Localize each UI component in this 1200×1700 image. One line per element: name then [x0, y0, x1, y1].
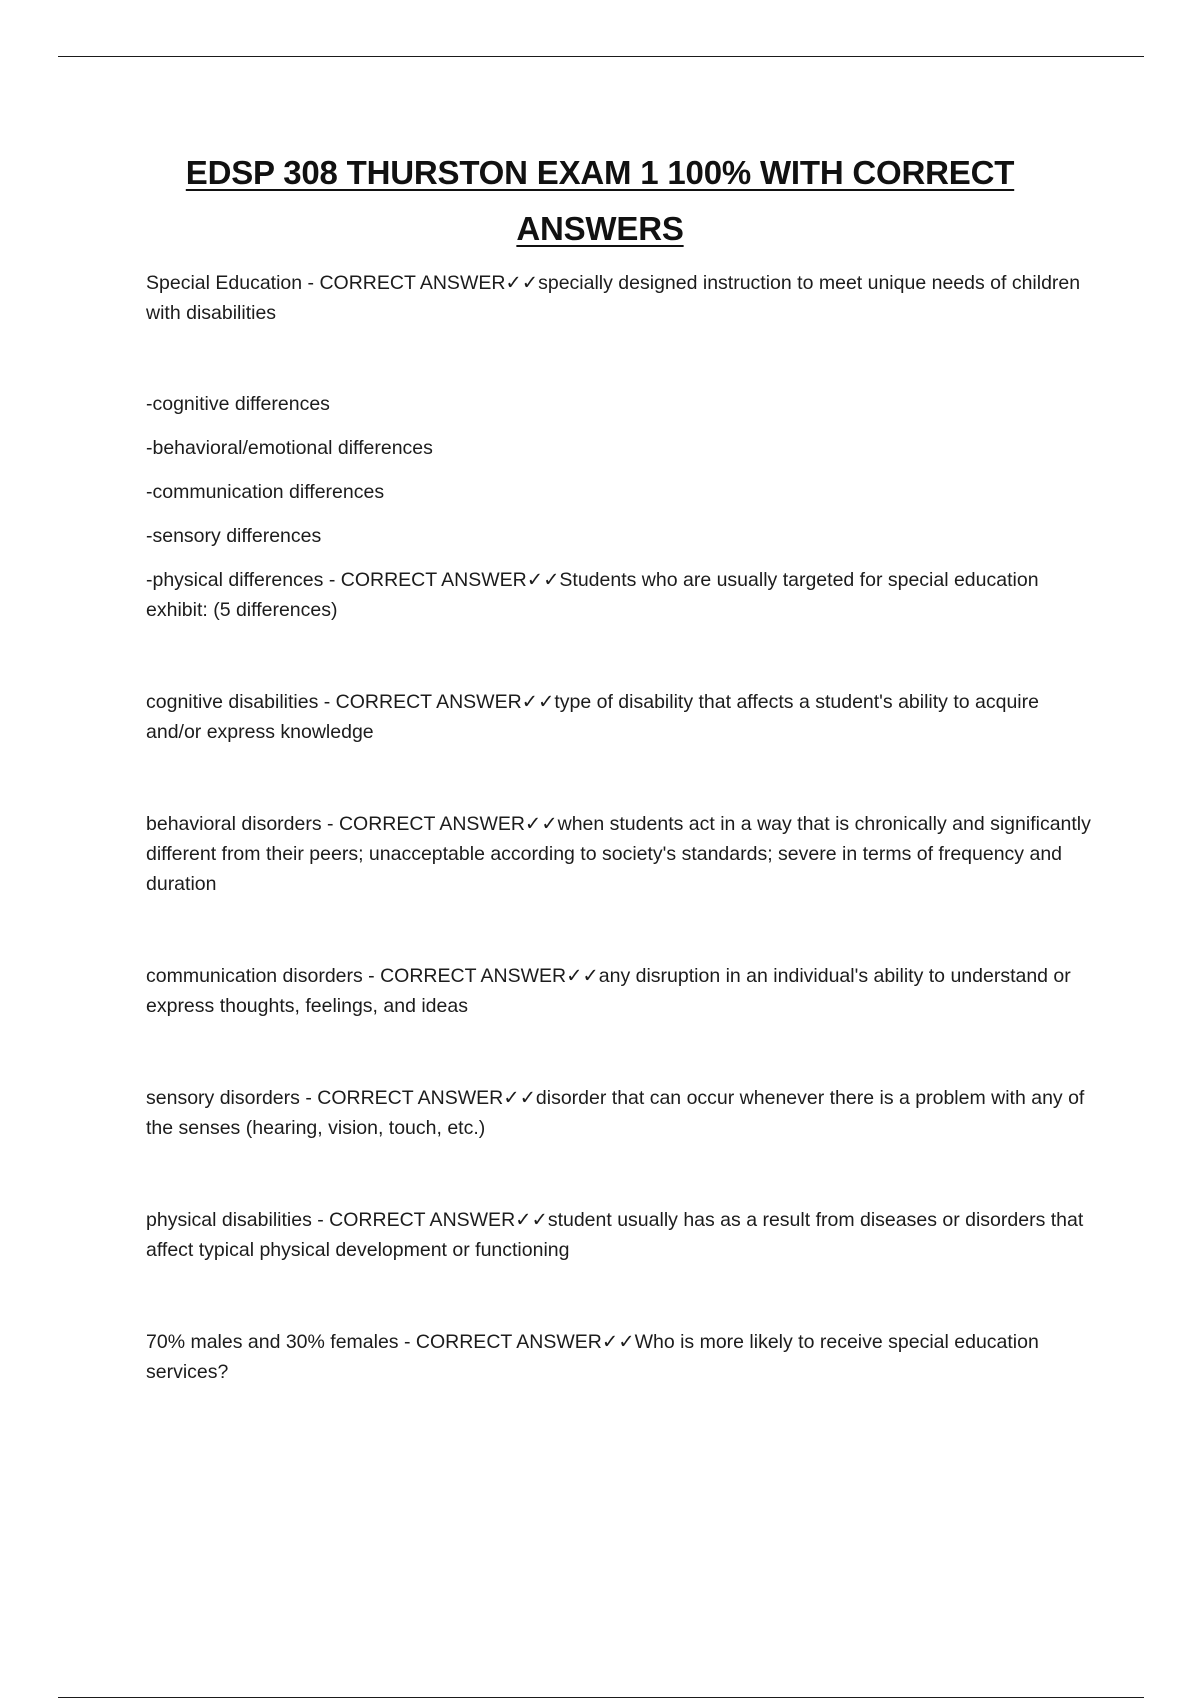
correct-answer-marker: - CORRECT ANSWER✓✓ — [362, 965, 599, 987]
document-body — [146, 268, 1096, 1387]
entry-term: cognitive disabilities — [146, 691, 319, 713]
title-line-2: ANSWERS — [516, 210, 684, 247]
correct-answer-marker: - CORRECT ANSWER✓✓ — [398, 1331, 635, 1353]
header-rule — [58, 56, 1144, 57]
correct-answer-marker: - CORRECT ANSWER✓✓ — [299, 1087, 536, 1109]
entry-answer: any disruption in an individual's ability to understand or express thoughts, feelings, and ideas — [146, 965, 1071, 1017]
list-item: -sensory differences — [146, 525, 322, 547]
entry-gender-ratio — [146, 1327, 1096, 1387]
entry-term: Special Education — [146, 272, 303, 294]
entry-answer: when students act in a way that is chronically and significantly different from their peers; unacceptable according to society's standards; severe in terms of frequency and duration — [146, 813, 1091, 895]
entry-term: behavioral disorders — [146, 813, 322, 835]
correct-answer-marker: - CORRECT ANSWER✓✓ — [311, 1209, 548, 1231]
title-line-1: EDSP 308 THURSTON EXAM 1 100% WITH CORRECT — [185, 154, 1015, 191]
list-item: -communication differences — [146, 481, 385, 503]
entry-answer: Who is more likely to receive special education services? — [146, 1331, 1039, 1383]
entry-cognitive-disabilities — [146, 687, 1096, 747]
correct-answer-marker: - CORRECT ANSWER✓✓ — [321, 813, 558, 835]
document-title — [150, 145, 1050, 257]
entry-term: -physical differences — [146, 569, 324, 591]
entry-answer: specially designed instruction to meet unique needs of children with disabilities — [146, 272, 1081, 324]
entry-term: 70% males and 30% females — [146, 1331, 399, 1353]
entry-term: physical disabilities — [146, 1209, 312, 1231]
correct-answer-marker: - CORRECT ANSWER✓✓ — [302, 272, 539, 294]
entry-answer: disorder that can occur whenever there is a problem with any of the senses (hearing, vision, touch, etc.) — [146, 1087, 1085, 1139]
correct-answer-marker: - CORRECT ANSWER✓✓ — [323, 569, 560, 591]
differences-list — [146, 389, 1096, 551]
footer-rule — [58, 1697, 1144, 1698]
correct-answer-marker: - CORRECT ANSWER✓✓ — [318, 691, 555, 713]
entry-answer: Students who are usually targeted for special education exhibit: (5 differences) — [146, 569, 1039, 621]
entry-term: sensory disorders — [146, 1087, 300, 1109]
entry-physical-differences — [146, 565, 1096, 625]
entry-sensory-disorders — [146, 1083, 1096, 1143]
entry-communication-disorders — [146, 961, 1096, 1021]
entry-answer: student usually has as a result from diseases or disorders that affect typical physical development or functioning — [146, 1209, 1084, 1261]
list-item: -behavioral/emotional differences — [146, 437, 433, 459]
list-item: -cognitive differences — [146, 393, 330, 415]
entry-special-education — [146, 268, 1096, 328]
entry-physical-disabilities — [146, 1205, 1096, 1265]
entry-behavioral-disorders — [146, 809, 1096, 899]
entry-term: communication disorders — [146, 965, 363, 987]
entry-answer: type of disability that affects a student's ability to acquire and/or express knowledge — [146, 691, 1039, 743]
